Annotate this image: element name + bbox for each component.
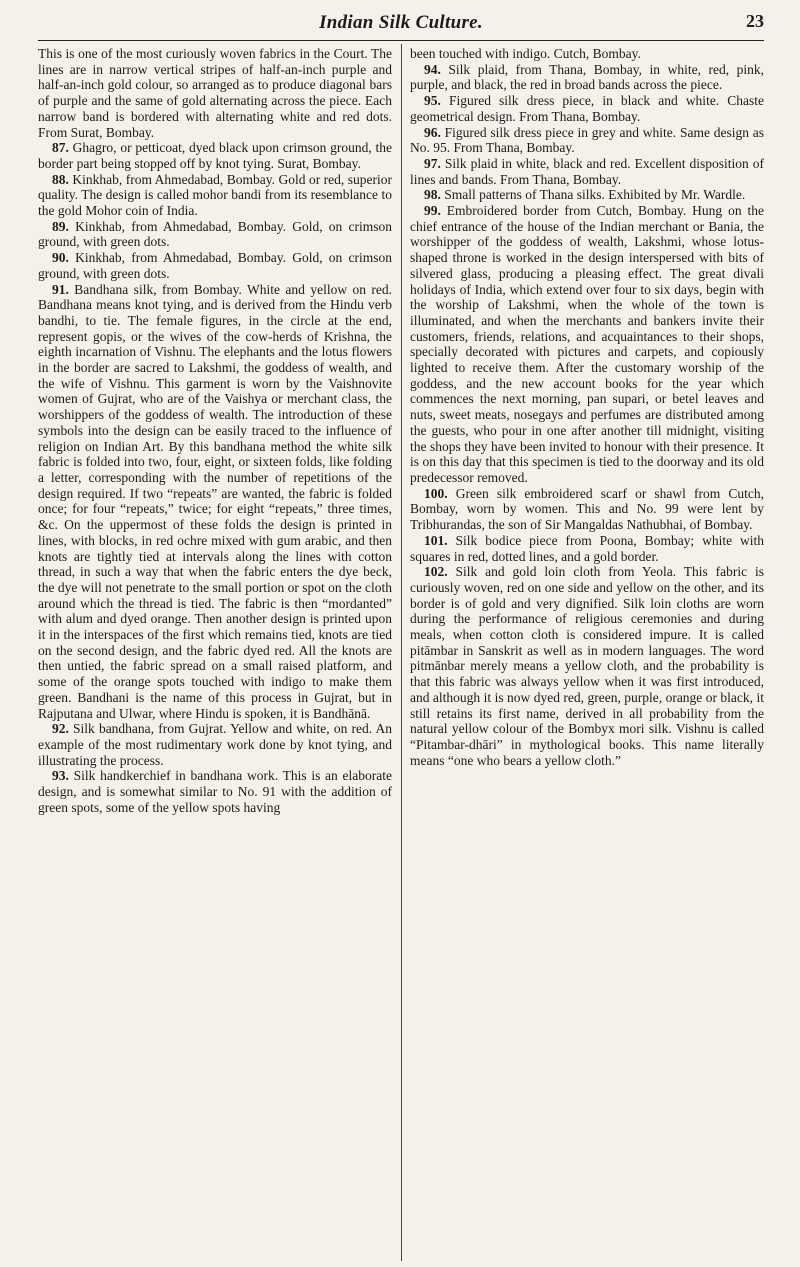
item-number: 91.: [52, 281, 69, 297]
paragraph: [410, 62, 764, 93]
paragraph: [410, 564, 764, 768]
running-title: Indian Silk Culture.: [319, 12, 483, 33]
item-text: Silk plaid in white, black and red. Excellent disposition of lines and bands. From Thana, Bombay.: [410, 155, 764, 187]
right-column: [410, 46, 764, 1263]
item-text: Figured silk dress piece in grey and white. Same design as No. 95. From Thana, Bombay.: [410, 124, 764, 156]
paragraph: [38, 140, 392, 171]
paragraph: [410, 203, 764, 486]
item-text: Silk handkerchief in bandhana work. This is an elaborate design, and is somewhat similar to No. 91 with the addition of green spots, some of the yellow spots having: [38, 768, 392, 815]
page-header: [38, 8, 764, 38]
item-number: 87.: [52, 140, 69, 156]
item-text: Green silk embroidered scarf or shawl from Cutch, Bombay, worn by women. This and No. 99 were lent by Tribhurandas, the son of Sir Mangaldas Nathubhai, of Bombay.: [410, 485, 764, 533]
paragraph: [38, 172, 392, 219]
item-text: Silk bodice piece from Poona, Bombay; white with squares in red, dotted lines, and a gold border.: [410, 532, 764, 564]
paragraph: [38, 219, 392, 250]
item-number: 97.: [424, 155, 441, 171]
item-text: Silk and gold loin cloth from Yeola. This fabric is curiously woven, red on one side and yellow on the other, and its border is of gold and very dignified. Silk loin cloths are worn during the performance of religious ceremonies and during meals, when cotton cloth is considered impure. It is called pitāmbar in Sanskrit as well as in modern languages. The word pitmānbar merely means a yellow cloth, and the probability is that this fabric was always yellow when it was first introduced, and although it is now dyed red, green, purple, orange or black, it still retains its first name, derived in all probability from the natural yellow colour of the Bombyx mori silk. Vishnu is called “Pitambar-dhāri” in mythological books. This name literally means “one who bears a yellow cloth.”: [410, 564, 764, 768]
item-number: 89.: [52, 218, 69, 234]
item-number: 99.: [424, 203, 441, 219]
item-number: 92.: [52, 721, 69, 737]
item-number: 88.: [52, 171, 69, 187]
page-number: 23: [746, 11, 764, 31]
column-divider: [401, 44, 402, 1261]
item-text: Silk bandhana, from Gujrat. Yellow and white, on red. An example of the most rudimentary work done by knot tying, and illustrating the process.: [38, 721, 392, 768]
paragraph: [410, 46, 764, 62]
paragraph: [410, 93, 764, 124]
item-text: been touched with indigo. Cutch, Bombay.: [410, 46, 641, 61]
paragraph: [410, 156, 764, 187]
header-rule: [38, 40, 764, 41]
paragraph: [38, 721, 392, 768]
item-number: 101.: [424, 532, 448, 548]
item-text: Figured silk dress piece, in black and white. Chaste geometrical design. From Thana, Bombay.: [410, 93, 764, 124]
item-number: 96.: [424, 124, 441, 140]
item-text: Small patterns of Thana silks. Exhibited by Mr. Wardle.: [444, 187, 746, 203]
item-number: 94.: [424, 61, 441, 77]
item-number: 95.: [424, 93, 441, 109]
item-text: This is one of the most curiously woven fabrics in the Court. The lines are in narrow vertical stripes of half-an-inch purple and half-an-inch gold colour, so arranged as to produce diagonal bars of purple and the same of gold alternating across the piece. Each narrow band is bordered with alternating white and red dots. From Surat, Bombay.: [38, 46, 392, 140]
item-text: Kinkhab, from Ahmedabad, Bombay. Gold, on crimson ground, with green dots.: [38, 218, 392, 250]
item-number: 93.: [52, 768, 69, 784]
paragraph: [38, 250, 392, 281]
item-number: 98.: [424, 187, 441, 203]
item-text: Ghagro, or petticoat, dyed black upon crimson ground, the border part being stopped off by knot tying. Surat, Bombay.: [38, 140, 392, 171]
item-text: Kinkhab, from Ahmedabad, Bombay. Gold, on crimson ground, with green dots.: [38, 250, 392, 281]
paragraph: [410, 125, 764, 156]
item-number: 100.: [424, 485, 448, 501]
paragraph: [410, 187, 764, 203]
left-column: [38, 46, 392, 1263]
item-number: 102.: [424, 564, 448, 580]
item-number: 90.: [52, 250, 69, 266]
item-text: Silk plaid, from Thana, Bombay, in white, red, pink, purple, and black, the red in broad bands across the piece.: [410, 61, 764, 93]
paragraph: [38, 46, 392, 140]
item-text: Bandhana silk, from Bombay. White and yellow on red. Bandhana means knot tying, and is derived from the Hindu verb bandhi, to tie. The female figures, in the circle at the end, represent gopis, or the wives of the cow-herds of Krishna, the eighth incarnation of Vishnu. The elephants and the lotus flowers in the border are sacred to Lakshmi, the goddess of wealth, and the wife of Vishnu. This garment is worn by the Vaishnovite women of Gujrat, who are of the Vaishya or merchant class, the worshippers of the goddess of wealth. The introduction of these symbols into the design can be easily traced to the influence of religion on Indian Art. By this bandhana method the white silk fabric is folded into two, four, eight, or sixteen folds, like folding a letter, corresponding with the number of repetitions of the design required. If two “repeats” are wanted, the fabric is folded once; for four “repeats,” twice; for eight “repeats,” three times, &c. On the uppermost of these folds the design is printed in lines, with blocks, in red ochre mixed with gum arabic, and then knots are tightly tied at intervals along the lines with cotton thread, in such a way that when the fabric enters the dye beck, the dye will not penetrate to the small portion or spot on the cloth around which the thread is tied. The fabric is then “mordanted” with alum and dyed orange. Then another design is printed upon it in the interspaces of the first which remains tied, knots are tied on the second design, and the fabric dyed red. All the knots are then untied, the fabric spread on a small raised platform, and some of the orange spots touched with indigo to make them green. Bandhani is the name of this process in Gujrat, but in Rajputana and Ulwar, where Hindu is spoken, it is Bandhānā.: [38, 281, 392, 721]
paragraph: [38, 282, 392, 722]
paragraph: [410, 486, 764, 533]
item-text: Kinkhab, from Ahmedabad, Bombay. Gold or red, superior quality. The design is called mohor bandi from its resemblance to the gold Mohor coin of India.: [38, 171, 392, 219]
paragraph: [38, 768, 392, 815]
item-text: Embroidered border from Cutch, Bombay. Hung on the chief entrance of the house of the Indian merchant or Bania, the worshipper of the goddess of wealth, Lakshmi, whose lotus-shaped throne is worked in the design interspersed with bits of silvered glass, producing a pleasing effect. The great divali holidays of India, which extend over four to six days, begin with the worship of Lakshmi, when the whole of the town is illuminated, and when the merchants and bankers invite their customers, friends, relations, and acquaintances to their shops, specially decorated with pictures and carpets, and copiously lighted to receive them. After the customary worship of the goddess, and the new account books for the year which commences the next morning, pan supari, or betel leaves and nuts, sweet meats, nosegays and perfumes are distributed among the guests, who pour in one after another till midnight, visiting the shops they have been invited to honour with their presence. It is on this day that this specimen is tied to the doorway and its old predecessor removed.: [410, 203, 764, 485]
paragraph: [410, 533, 764, 564]
